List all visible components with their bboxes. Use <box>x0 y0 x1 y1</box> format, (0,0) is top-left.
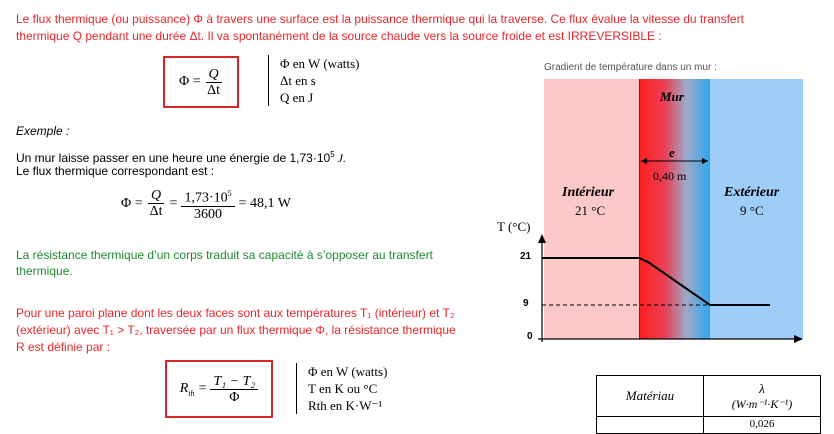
paroi-line-2: (extérieur) avec T₁ > T₂, traversée par un flux thermique Φ, la résistance thermique <box>16 323 456 337</box>
mur-label: Mur <box>660 89 684 104</box>
intro-line-2: thermique Q pendant une durée Δt. Il va spontanément de la source chaude vers la source froide et est IRREVERSIBLE : <box>16 29 662 43</box>
tick-9: 9 <box>523 298 529 309</box>
exterieur-label: Extérieur <box>724 185 780 200</box>
materials-table <box>596 375 821 434</box>
calc-den-1: Δt <box>149 204 163 220</box>
calc-eq: = <box>169 195 178 211</box>
example-energy-exp: 5 <box>330 150 335 159</box>
example-energy-unit: J. <box>334 151 346 165</box>
e-value: 0,40 m <box>653 169 687 183</box>
table-header-material: Matériau <box>597 376 704 417</box>
paroi-line-3: R est définie par : <box>16 340 111 354</box>
calc-lhs: Φ = <box>121 195 143 211</box>
e-arrow-head-left <box>641 158 647 164</box>
paroi-line-1: Pour une paroi plane dont les deux faces sont aux températures T₁ (intérieur) et T₂ <box>16 306 455 320</box>
interieur-temp: 21 °C <box>575 203 606 218</box>
formula2-den: Φ <box>229 389 240 405</box>
formula2-lhs: $R_{th}$ <box>179 380 195 398</box>
calc-num-2: $1,73\cdot 10^5$ <box>181 186 234 207</box>
example-line-2: Le flux thermique correspondant est : <box>16 164 215 178</box>
example-energy-text: Un mur laisse passer en une heure une énergie de 1,73·10 <box>16 151 331 165</box>
formula2-eq: = <box>198 381 207 396</box>
table-row-material <box>597 417 704 434</box>
diagram-caption: Gradient de température dans un mur : <box>544 62 717 73</box>
units1-q: Q en J <box>280 90 314 105</box>
flux-formula-lhs: Φ = <box>178 74 201 89</box>
calc-num-1: Q <box>148 188 164 204</box>
calc-den-2: 3600 <box>194 206 223 222</box>
table-header-lambda: λ (W·m⁻¹·K⁻¹) <box>704 376 821 417</box>
axis-label: T (°C) <box>497 219 531 234</box>
units2-t: T en K ou °C <box>308 381 378 396</box>
interieur-label: Intérieur <box>562 185 615 200</box>
e-label: e <box>669 145 675 160</box>
exterieur-temp: 9 °C <box>740 203 764 218</box>
units1-dt: Δt en s <box>280 73 316 88</box>
resistance-def-line-2: thermique. <box>16 264 73 278</box>
tick-0: 0 <box>527 331 533 342</box>
flux-formula-den: Δt <box>207 82 221 98</box>
e-arrow-head-right <box>702 158 708 164</box>
flux-formula-num: Q <box>206 67 222 83</box>
units2-phi: Φ en W (watts) <box>308 364 388 379</box>
formula2-num: T₁ − T₂ <box>210 374 258 390</box>
tick-21: 21 <box>520 251 532 262</box>
units2-rth: Rth en K·W⁻¹ <box>308 398 383 413</box>
table-row-value: 0,026 <box>704 417 821 434</box>
resistance-def-line-1: La résistance thermique d’un corps traduit sa capacité à s’opposer au transfert <box>16 248 433 262</box>
temperature-profile <box>542 258 770 305</box>
intro-line-1: Le flux thermique (ou puissance) Φ à travers une surface est la puissance thermique qui la traverse. Ce flux évalue la vitesse du transfert <box>16 12 744 26</box>
y-axis-arrow <box>538 234 546 243</box>
example-label: Exemple : <box>16 124 70 138</box>
x-axis-arrow <box>794 335 803 343</box>
calc-result: = 48,1 W <box>238 195 291 211</box>
units1-phi: Φ en W (watts) <box>280 56 360 71</box>
